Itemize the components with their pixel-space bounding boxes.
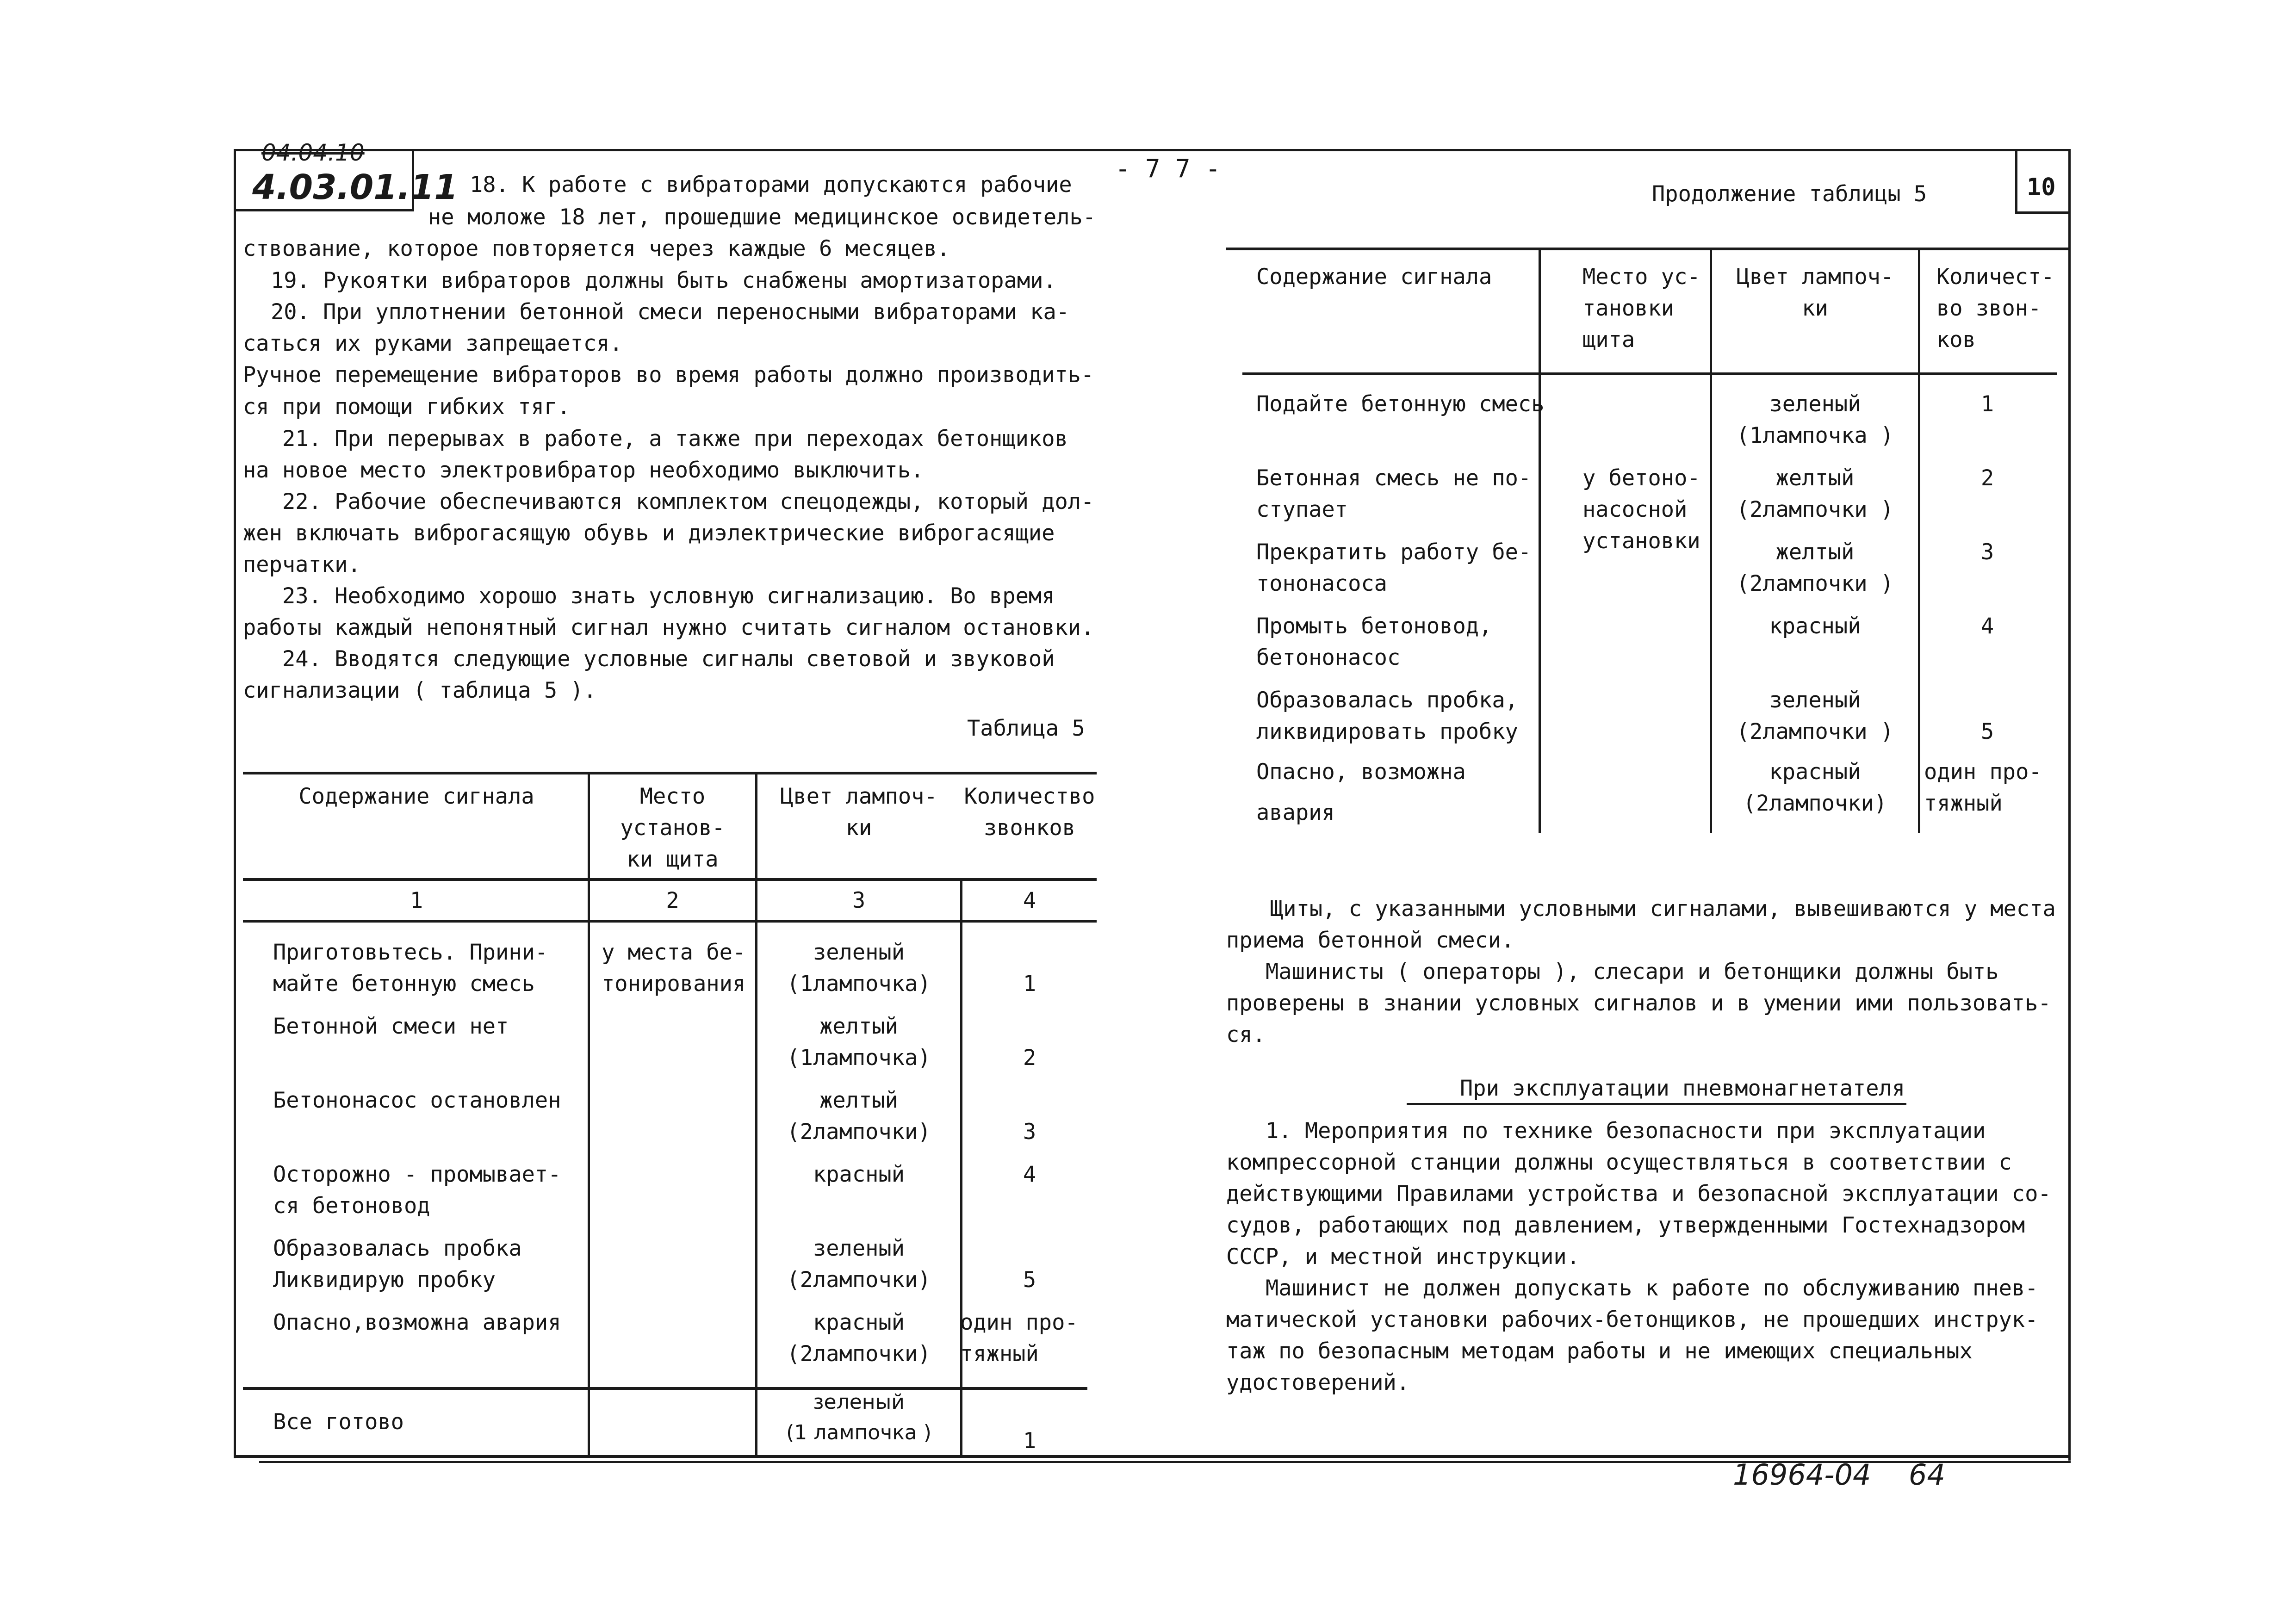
- text-line: на новое место электровибратор необходимо выключить.: [243, 458, 924, 483]
- sheet-number: 10: [2027, 173, 2056, 201]
- frame-top: [234, 149, 2071, 151]
- table5-colnum: 1: [410, 888, 423, 913]
- text-line: судов, работающих под давлением, утвержденными Гостехнадзором: [1226, 1213, 2025, 1238]
- table-row: Приготовьтесь. Прини- майте бетонную смесь: [273, 940, 548, 997]
- cont-color: красный (2лампочки): [1743, 759, 1887, 816]
- section-title-underline: [1407, 1103, 1906, 1105]
- text-line: проверены в знании условных сигналов и в умении ими пользовать-: [1226, 991, 2051, 1016]
- table-row: Бетонная смесь не по- ступает: [1256, 465, 1532, 522]
- table5-color: красный (2лампочки): [787, 1310, 931, 1367]
- text-line: таж по безопасным методам работы и не имеющих специальных: [1226, 1338, 1973, 1364]
- text-line: ствование, которое повторяется через каждые 6 месяцев.: [243, 236, 950, 261]
- table-row: Подайте бетонную смесь: [1256, 391, 1545, 417]
- text-line: не моложе 18 лет, прошедшие медицинское освидетель-: [428, 204, 1096, 230]
- text-line: приема бетонной смеси.: [1226, 928, 1514, 953]
- cont-count: 5: [1980, 719, 1994, 744]
- cont-color: желтый (2лампочки ): [1736, 539, 1894, 596]
- table-row: Все готово: [273, 1409, 404, 1435]
- cont-color: зеленый (1лампочка ): [1736, 391, 1894, 448]
- cont-count: 1: [1980, 391, 1994, 417]
- cont-header-count: Количест- во звон- ков: [1936, 264, 2054, 353]
- cont-color: желтый (2лампочки ): [1736, 465, 1894, 522]
- table-row: Осторожно - промывает- ся бетоновод: [273, 1162, 561, 1219]
- cont-count: один про- тяжный: [1924, 759, 2042, 816]
- table5-colnum: 3: [852, 888, 866, 913]
- cont-header-signal: Содержание сигнала: [1256, 264, 1492, 290]
- text-line: Машинист не должен допускать к работе по обслуживанию пнев-: [1266, 1276, 2038, 1301]
- text-line: 19. Рукоятки вибраторов должны быть снабжены амортизаторами.: [271, 268, 1056, 293]
- cont-count: 3: [1980, 539, 1994, 565]
- table5-color: желтый (1лампочка): [787, 1014, 931, 1071]
- table5-count: один про- тяжный: [960, 1310, 1078, 1367]
- table5-color: зеленый (1 лампочка ): [786, 1390, 931, 1444]
- table5-colnum: 2: [666, 888, 679, 913]
- table5-color: красный: [813, 1162, 905, 1187]
- text-line: СССР, и местной инструкции.: [1226, 1244, 1580, 1270]
- text-line: перчатки.: [243, 552, 361, 577]
- text-line: 22. Рабочие обеспечиваются комплектом спецодежды, который дол-: [282, 489, 1094, 514]
- table5-color: зеленый (2лампочки): [787, 1236, 931, 1293]
- text-line: компрессорной станции должны осуществляться в соответствии с: [1226, 1150, 2012, 1175]
- stamp-old-code: 04.04.10: [261, 139, 365, 166]
- table5-header-signal: Содержание сигнала: [298, 784, 534, 809]
- text-line: 20. При уплотнении бетонной смеси переносными вибраторами ка-: [271, 299, 1070, 325]
- table5-colnum: 4: [1023, 888, 1036, 913]
- text-line: 21. При перерывах в работе, а также при переходах бетонщиков: [282, 426, 1068, 452]
- table-row: Образовалась пробка Ликвидирую пробку: [273, 1236, 522, 1293]
- cont-color: зеленый (2лампочки ): [1736, 688, 1894, 744]
- cont-color: красный: [1769, 613, 1861, 639]
- table5-count: 1: [1023, 1428, 1036, 1454]
- table-row: Опасно, возможна авария: [1256, 759, 1466, 825]
- footer-page: 64: [1909, 1458, 1945, 1492]
- table-row: Образовалась пробка, ликвидировать пробку: [1256, 688, 1518, 744]
- text-line: жен включать виброгасящую обувь и диэлектрические виброгасящие: [243, 520, 1055, 546]
- table5-count: 2: [1023, 1045, 1036, 1071]
- text-line: Машинисты ( операторы ), слесари и бетонщики должны быть: [1266, 959, 1999, 985]
- text-line: 18. К работе с вибраторами допускаются рабочие: [470, 172, 1072, 198]
- frame-right: [2068, 149, 2071, 1461]
- section-title: При эксплуатации пневмонагнетателя: [1460, 1076, 1905, 1101]
- cont-count: 4: [1980, 613, 1994, 639]
- page-number: - 7 7 -: [1115, 154, 1221, 183]
- cont-header-color: Цвет лампоч- ки: [1736, 264, 1894, 321]
- cont-place: у бетоно- насосной установки: [1582, 465, 1700, 554]
- continuation-caption: Продолжение таблицы 5: [1652, 181, 1927, 207]
- text-line: 24. Вводятся следующие условные сигналы световой и звуковой: [282, 646, 1055, 672]
- table-row: Бетононасос остановлен: [273, 1088, 561, 1113]
- table5-header-place: Место установ- ки щита: [620, 784, 725, 872]
- stamp-new-code: 4.03.01.11: [252, 167, 458, 207]
- table5-place: у места бе- тонирования: [602, 940, 746, 997]
- text-line: Ручное перемещение вибраторов во время работы должно производить-: [243, 362, 1094, 388]
- text-line: 23. Необходимо хорошо знать условную сигнализацию. Во время: [282, 583, 1055, 609]
- cont-count: 2: [1980, 465, 1994, 491]
- table5-color: зеленый (1лампочка): [787, 940, 931, 997]
- table-row: Прекратить работу бе- тононасоса: [1256, 539, 1532, 596]
- text-line: сигнализации ( таблица 5 ).: [243, 678, 597, 703]
- text-line: матической установки рабочих-бетонщиков, не прошедших инструк-: [1226, 1307, 2038, 1332]
- frame-left: [234, 149, 236, 1458]
- table5-count: 5: [1023, 1267, 1036, 1293]
- table5-header-color: Цвет лампоч- ки: [780, 784, 937, 841]
- table5-color: желтый (2лампочки): [787, 1088, 931, 1145]
- footer-code: 16964-04: [1733, 1458, 1871, 1492]
- table5-header-count: Количество звонков: [964, 784, 1095, 841]
- text-line: ся.: [1226, 1022, 1266, 1047]
- table5-count: 3: [1023, 1119, 1036, 1145]
- cont-header-place: Место ус- тановки щита: [1582, 264, 1700, 353]
- table5-count: 1: [1023, 971, 1036, 997]
- text-line: саться их руками запрещается.: [243, 331, 623, 356]
- table-row: Опасно,возможна авария: [273, 1310, 561, 1335]
- table5-caption: Таблица 5: [967, 716, 1085, 741]
- text-line: работы каждый непонятный сигнал нужно считать сигналом остановки.: [243, 615, 1094, 640]
- text-line: ся при помощи гибких тяг.: [243, 394, 571, 420]
- table-row: Промыть бетоновод, бетононасос: [1256, 613, 1492, 670]
- text-line: Щиты, с указанными условными сигналами, вывешиваются у места: [1270, 896, 2056, 922]
- text-line: действующими Правилами устройства и безопасной эксплуатации со-: [1226, 1181, 2051, 1207]
- text-line: 1. Мероприятия по технике безопасности при эксплуатации: [1266, 1118, 1986, 1144]
- table5-count: 4: [1023, 1162, 1036, 1187]
- table-row: Бетонной смеси нет: [273, 1014, 509, 1039]
- text-line: удостоверений.: [1226, 1370, 1410, 1395]
